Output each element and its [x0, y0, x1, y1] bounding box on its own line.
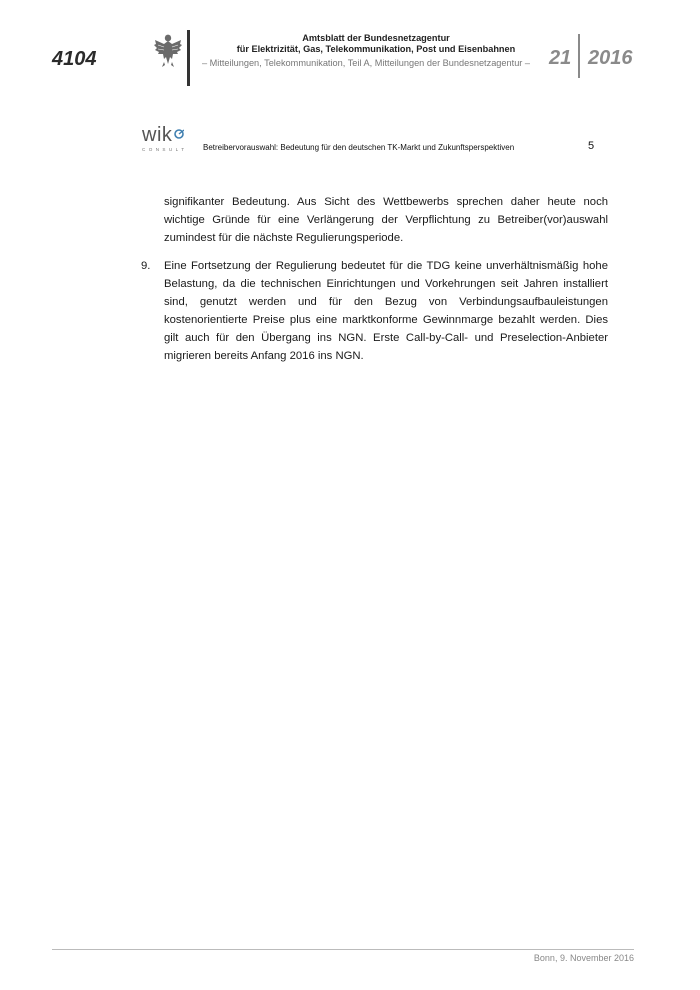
- list-item-number: 9.: [141, 260, 151, 272]
- logo-swoosh-icon: [174, 129, 184, 139]
- journal-title-line1: Amtsblatt der Bundesnetzagentur: [302, 33, 450, 43]
- document-page-number: 5: [588, 140, 595, 152]
- document-title: Betreibervorauswahl: Bedeutung für den deutschen TK-Markt und Zukunftsperspektiven: [203, 143, 515, 152]
- journal-title: [200, 33, 552, 55]
- issue-year: 2016: [588, 47, 633, 69]
- list-item-text: Eine Fortsetzung der Regulierung bedeutet für die TDG keine unverhältnismäßig hohe Belastung, da die technischen Einrichtungen und Vorkehrungen seit Jahren installiert sind, genutzt werden und für den Bezug von Verbindungsaufbauleistungen kostenorientierte Preise plus eine marktkonforme Gewinnmarge bezahlt werden. Dies gilt auch für den Übergang ins NGN. Erste Call-by-Call- und Preselection-Anbieter migrieren bereits Anfang 2016 ins NGN.: [164, 260, 608, 362]
- footer-date: Bonn, 9. November 2016: [533, 953, 634, 963]
- header-divider: [187, 30, 190, 86]
- federal-eagle-icon: [152, 32, 184, 68]
- journal-subtitle: – Mitteilungen, Telekommunikation, Teil A, Mitteilungen der Bundesnetzagentur –: [201, 58, 531, 68]
- logo-subtext: CONSULT: [142, 147, 188, 152]
- page-number: 4104: [52, 48, 97, 70]
- paragraph-continuation: signifikanter Bedeutung. Aus Sicht des Wettbewerbs sprechen daher heute noch wichtige Gründe für eine Verlängerung der Verpflichtung zu Betreiber(vor)auswahl zumindest für die nächste Regulierungsperiode.: [164, 196, 608, 244]
- logo-text: wik: [142, 124, 173, 146]
- footer-divider: [52, 949, 634, 950]
- journal-title-line2: für Elektrizität, Gas, Telekommunikation, Post und Eisenbahnen: [236, 44, 516, 54]
- issue-divider: [578, 34, 580, 78]
- issue-number: 21: [549, 47, 572, 69]
- wik-consult-logo: [142, 124, 188, 152]
